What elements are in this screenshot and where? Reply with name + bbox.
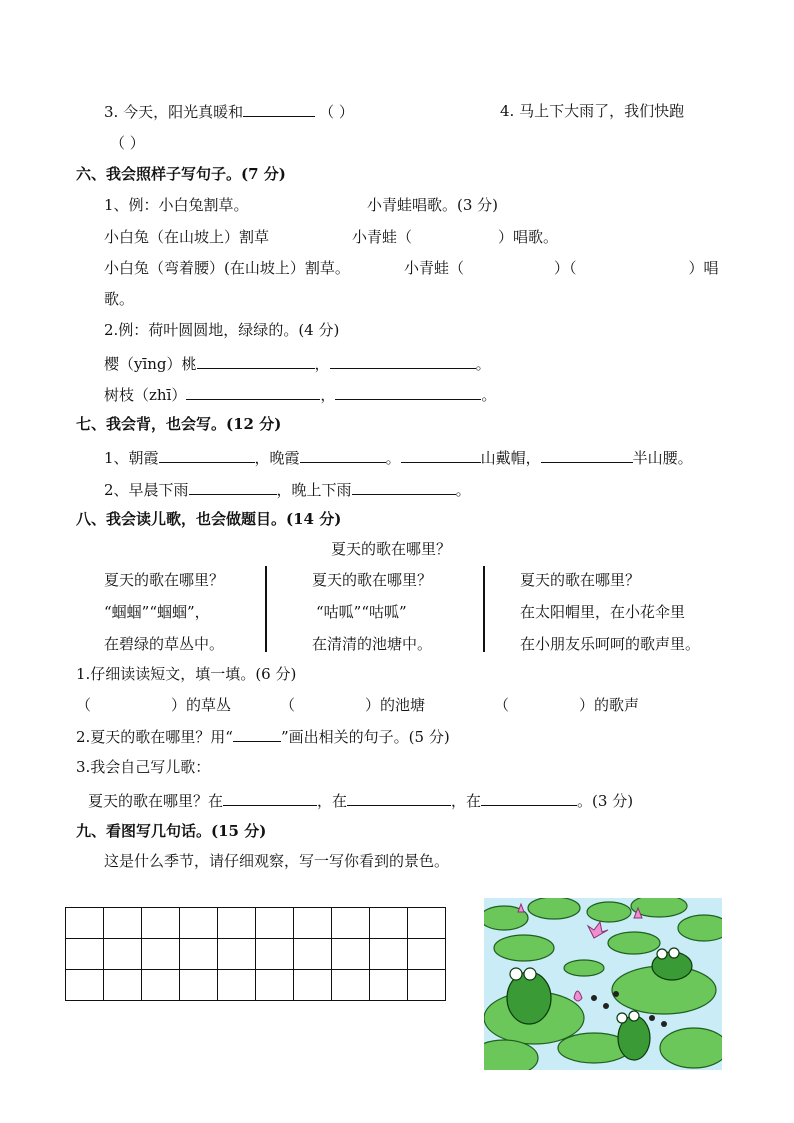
poem-col2-line2: “咕呱”“咕呱” [316, 603, 407, 621]
writing-grid[interactable] [65, 907, 446, 1001]
q6-title: 六、我会照样子写句子。(7 分) [76, 165, 286, 183]
q7-title: 七、我会背，也会写。(12 分) [76, 415, 282, 433]
q6-ex2-a: 樱（yīng）桃 ， 。 [104, 355, 491, 373]
q8-fill-a: （ ）的草丛 [76, 696, 232, 714]
q6-ex1-label: 1、例：小白兔割草。 [104, 196, 249, 214]
poem-col1-line2: “蝈蝈”“蝈蝈”， [104, 603, 210, 621]
poem-col3-line2: 在太阳帽里，在小花伞里 [520, 603, 686, 621]
poem-col2-line3: 在清清的池塘中。 [312, 635, 433, 653]
q6-ex1-right: 小青蛙唱歌。(3 分) [367, 196, 499, 214]
q6-ex2-b: 树枝（zhī） ， 。 [104, 386, 497, 404]
q8-sub3-line: 夏天的歌在哪里？在 ，在 ，在 。(3 分) [88, 792, 634, 810]
frogs-on-lily-pads-icon [484, 898, 722, 1070]
q6-ex1-line4: 歌。 [104, 290, 135, 308]
q8-sub3: 3.我会自己写儿歌： [76, 758, 211, 776]
q6-ex1-line3-right: 小青蛙（ ）（ ）唱 [404, 259, 719, 277]
poem-col3-line3: 在小朋友乐呵呵的歌声里。 [520, 635, 701, 653]
poem-col2-line1: 夏天的歌在哪里？ [312, 571, 433, 589]
q6-ex1-line2-right: 小青蛙（ ）唱歌。 [352, 228, 559, 246]
poem-col3-line1: 夏天的歌在哪里？ [520, 571, 641, 589]
poem-divider-2 [483, 566, 485, 652]
q9-title: 九、看图写几句话。(15 分) [76, 822, 267, 840]
q6-ex1-line2-left: 小白兔（在山坡上）割草 [104, 228, 270, 246]
q8-fill-b: （ ）的池塘 [280, 696, 426, 714]
poem-col1-line3: 在碧绿的草丛中。 [104, 635, 225, 653]
q8-sub1: 1.仔细读读短文，填一填。(6 分) [76, 665, 297, 683]
poem-title: 夏天的歌在哪里？ [331, 540, 452, 558]
q8-fill-c: （ ）的歌声 [494, 696, 640, 714]
q8-sub2: 2.夏天的歌在哪里？用“ ”画出相关的句子。(5 分) [76, 728, 450, 746]
poem-divider-1 [265, 566, 267, 652]
q6-ex1-line3-left: 小白兔（弯着腰）(在山坡上）割草。 [104, 259, 350, 277]
q6-ex2-label: 2.例：荷叶圆圆地，绿绿的。(4 分) [104, 321, 340, 339]
q5-item4: 4. 马上下大雨了，我们快跑 [500, 102, 685, 120]
poem-col1-line1: 夏天的歌在哪里？ [104, 571, 225, 589]
q8-title: 八、我会读儿歌，也会做题目。(14 分) [76, 510, 342, 528]
q5-item3: 3. 今天，阳光真暖和 （ ） [104, 103, 354, 121]
q7-line2: 2、早晨下雨 ，晚上下雨 。 [104, 481, 471, 499]
q9-prompt: 这是什么季节，请仔细观察，写一写你看到的景色。 [104, 852, 450, 870]
q7-line1: 1、朝霞 ，晚霞 。 山戴帽， 半山腰。 [104, 449, 693, 467]
q5-item4-paren: （ ） [110, 134, 145, 152]
